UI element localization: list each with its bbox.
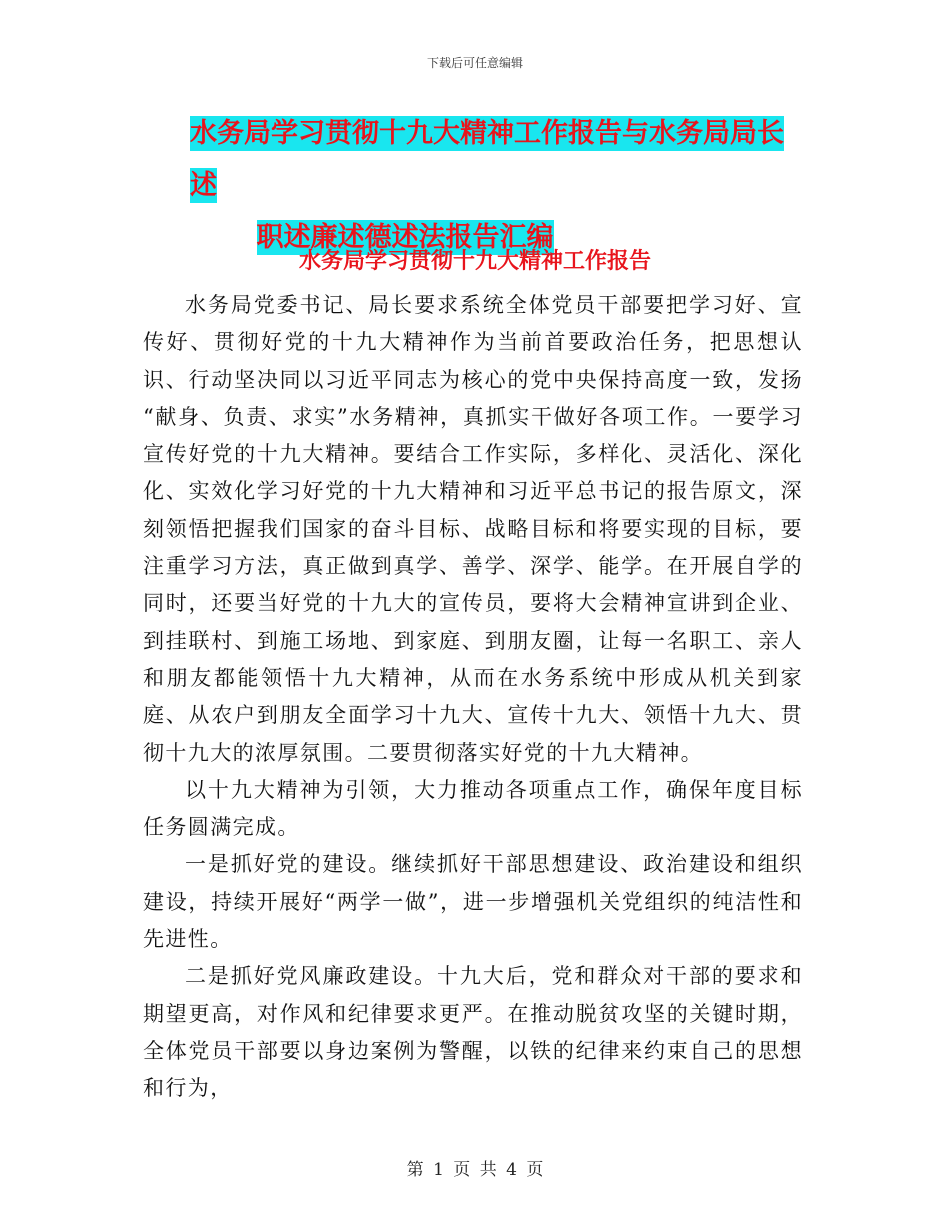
body-paragraph: 二是抓好党风廉政建设。十九大后，党和群众对干部的要求和期望更高，对作风和纪律要求更严。在推动脱贫攻坚的关键时期，全体党员干部要以身边案例为警醒，以铁的纪律来约束自己的思想和行为，	[143, 964, 803, 1101]
section-title: 水务局学习贯彻十九大精神工作报告	[298, 249, 651, 274]
body-paragraph: 水务局党委书记、局长要求系统全体党员干部要把学习好、宣传好、贯彻好党的十九大精神作为当前首要政治任务，把思想认识、行动坚决同以习近平同志为核心的党中央保持高度一致，发扬 “献身、负责、求实”水务精神，真抓实干做好各项工作。一要学习宣传好党的十九大精神。要结合工作实际，多样化、灵活化、深化化、实效化学习好党的十九大精神和习近平总书记的报告原文，深刻领悟把握我们国家的奋斗目标、战略目标和将要实现的目标，要注重学习方法，真正做到真学、善学、深学、能学。在开展自学的同时，还要当好党的十九大的宣传员，要将大会精神宣讲到企业、到挂联村、到施工场地、到家庭、到朋友圈，让每一名职工、亲人和朋友都能领悟十九大精神，从而在水务系统中形成从机关到家庭、从农户到朋友全面学习十九大、宣传十九大、领悟十九大、贯彻十九大的浓厚氛围。二要贯彻落实好党的十九大精神。	[143, 293, 803, 765]
document-title-line-2: 职述廉述德述法报告汇编	[256, 222, 554, 253]
page-number-footer: 第 1 页 共 4 页	[406, 1160, 544, 1180]
body-paragraph: 以十九大精神为引领，大力推动各项重点工作，确保年度目标任务圆满完成。	[143, 777, 803, 840]
document-title-line-1: 水务局学习贯彻十九大精神工作报告与水务局局长述	[190, 118, 784, 201]
body-paragraph: 一是抓好党的建设。继续抓好干部思想建设、政治建设和组织建设，持续开展好“两学一做”，进一步增强机关党组织的纯洁性和先进性。	[143, 852, 803, 952]
document-body	[143, 287, 803, 1108]
page-header-note: 下载后可任意编辑	[426, 56, 523, 70]
document-title	[190, 108, 810, 264]
